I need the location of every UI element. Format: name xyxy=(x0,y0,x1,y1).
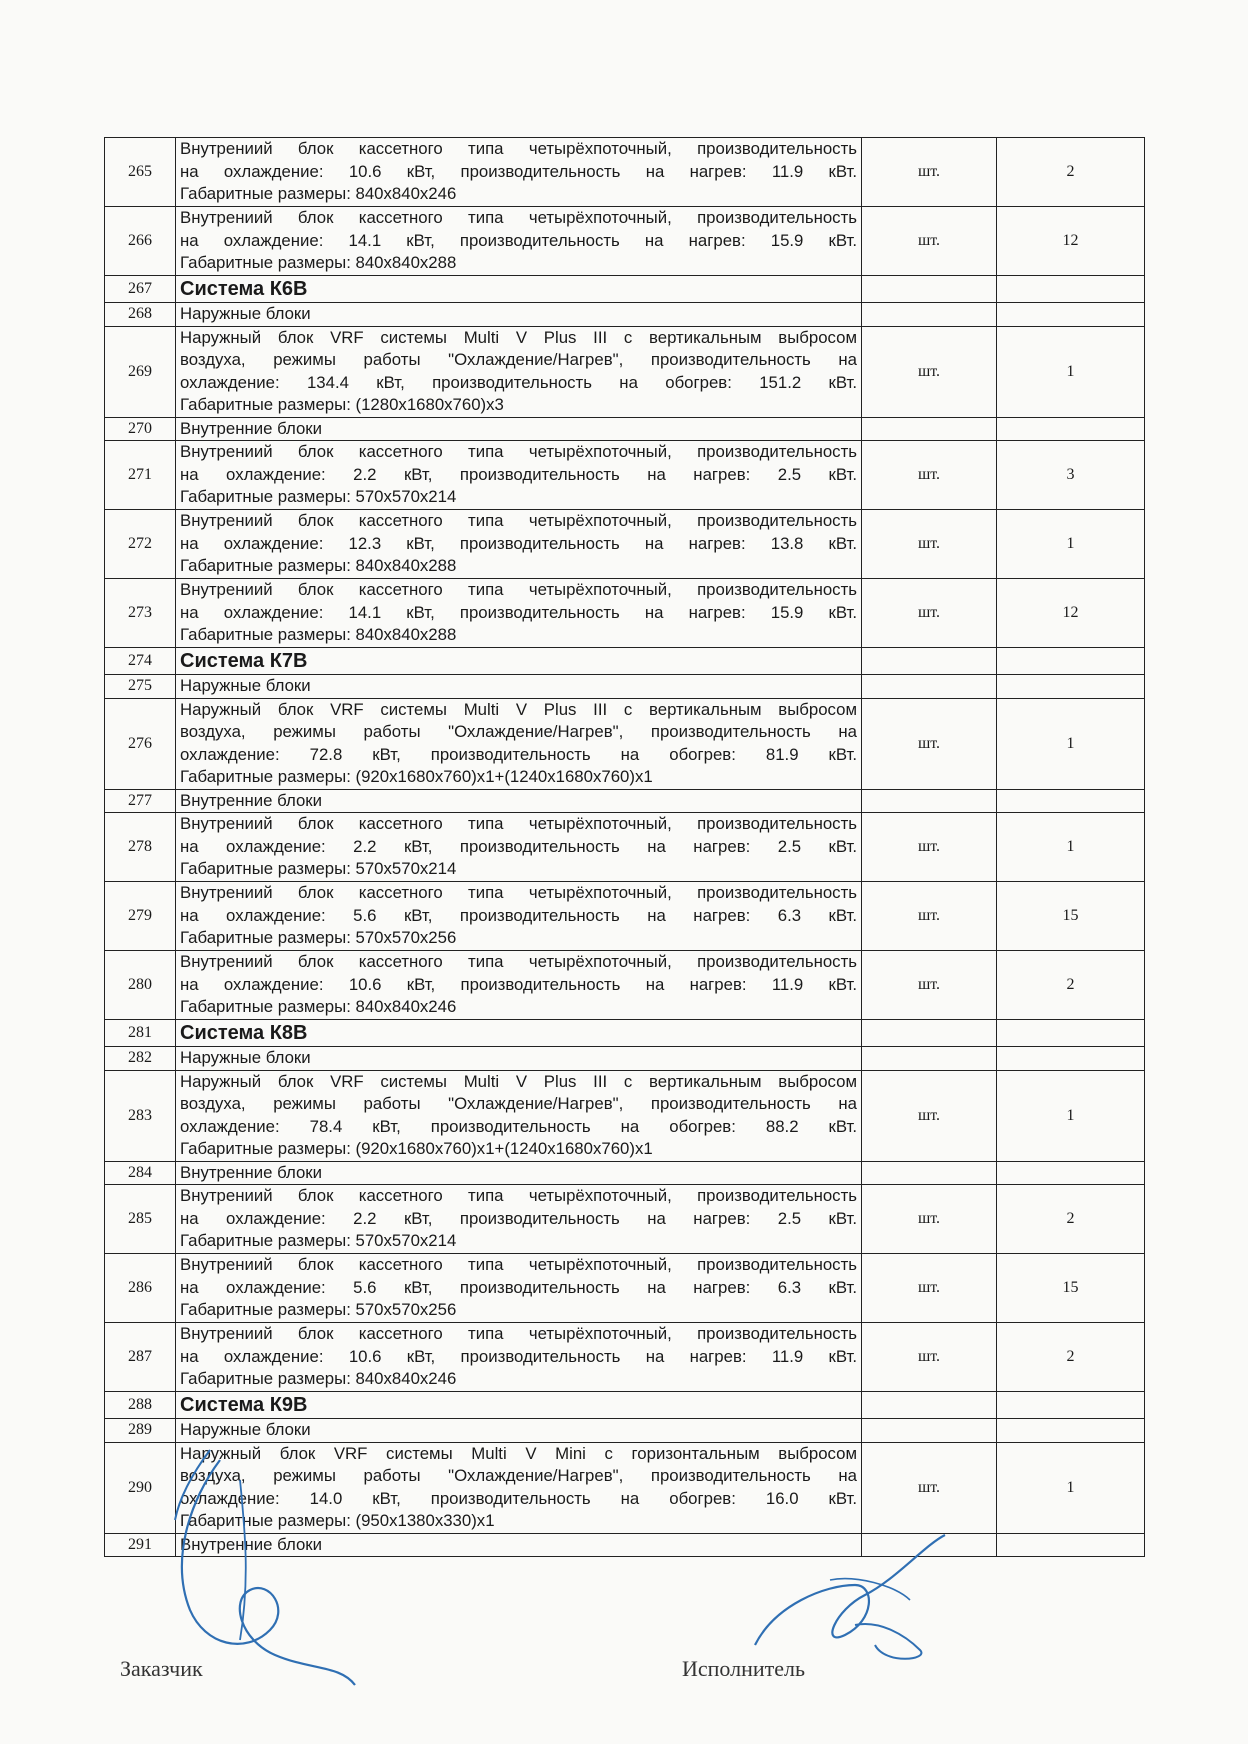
row-number: 272 xyxy=(105,510,176,579)
item-description xyxy=(176,510,862,579)
description-line: Наружный блок VRF системы Multi V Mini с горизонтальным выбросом xyxy=(180,1443,857,1463)
table-row xyxy=(105,510,1145,579)
quantity-cell xyxy=(997,1533,1145,1557)
unit-cell: шт. xyxy=(862,882,997,951)
description-line: Наружные блоки xyxy=(180,676,311,695)
item-description xyxy=(176,326,862,417)
description-line: Внутрениий блок кассетного типа четырёхпоточный, производительность xyxy=(180,139,857,159)
unit-cell: шт. xyxy=(862,326,997,417)
quantity-cell: 15 xyxy=(997,882,1145,951)
table-row xyxy=(105,207,1145,276)
group-heading xyxy=(176,675,862,699)
description-line: Наружный блок VRF системы Multi V Plus III с вертикальным выбросом xyxy=(180,327,857,347)
description-line: на охлаждение: 5.6 кВт, производительность на нагрев: 6.3 кВт. xyxy=(180,905,857,925)
table-row xyxy=(105,1161,1145,1185)
unit-cell: шт. xyxy=(862,441,997,510)
description-line: Габаритные размеры: 840x840x246 xyxy=(180,184,457,204)
description-line: на охлаждение: 2.2 кВт, производительность на нагрев: 2.5 кВт. xyxy=(180,464,857,484)
table-row xyxy=(105,441,1145,510)
quantity-cell xyxy=(997,1047,1145,1071)
unit-cell xyxy=(862,417,997,441)
table-row xyxy=(105,1254,1145,1323)
table-row xyxy=(105,1323,1145,1392)
quantity-cell: 12 xyxy=(997,207,1145,276)
unit-cell: шт. xyxy=(862,1442,997,1533)
description-line: Система К6В xyxy=(180,277,308,300)
description-line: Внутрениий блок кассетного типа четырёхпоточный, производительность xyxy=(180,511,857,531)
description-line: на охлаждение: 12.3 кВт, производительность на нагрев: 13.8 кВт. xyxy=(180,533,857,553)
description-line: Внутренние блоки xyxy=(180,1534,322,1554)
row-number: 273 xyxy=(105,579,176,648)
description-line: Система К8В xyxy=(180,1021,308,1044)
description-line: Габаритные размеры: 840x840x288 xyxy=(180,556,457,576)
table-row xyxy=(105,1533,1145,1557)
description-line: Внутренние блоки xyxy=(180,418,322,438)
table-row xyxy=(105,675,1145,699)
quantity-cell xyxy=(997,648,1145,675)
table-row xyxy=(105,417,1145,441)
table-row xyxy=(105,1070,1145,1161)
quantity-cell: 2 xyxy=(997,951,1145,1020)
description-line: охлаждение: 72.8 кВт, производительность на обогрев: 81.9 кВт. xyxy=(180,744,857,764)
quantity-cell: 1 xyxy=(997,510,1145,579)
description-line: Наружные блоки xyxy=(180,304,311,323)
unit-cell xyxy=(862,675,997,699)
description-line: Габаритные размеры: (920x1680x760)x1+(1240x1680x760)x1 xyxy=(180,767,653,786)
description-line: Габаритные размеры: 840x840x246 xyxy=(180,997,457,1017)
quantity-cell xyxy=(997,1392,1145,1419)
unit-cell xyxy=(862,1020,997,1047)
item-description xyxy=(176,951,862,1020)
description-line: Внутрениий блок кассетного типа четырёхпоточный, производительность xyxy=(180,580,857,600)
quantity-cell xyxy=(997,1161,1145,1185)
description-line: Габаритные размеры: 840x840x288 xyxy=(180,253,457,273)
description-line: Внутрениий блок кассетного типа четырёхпоточный, производительность xyxy=(180,1255,857,1275)
quantity-cell: 3 xyxy=(997,441,1145,510)
table-row xyxy=(105,1392,1145,1419)
table-row xyxy=(105,1047,1145,1071)
description-line: на охлаждение: 14.1 кВт, производительность на нагрев: 15.9 кВт. xyxy=(180,602,857,622)
description-line: Габаритные размеры: 570x570x214 xyxy=(180,1231,457,1251)
item-description xyxy=(176,698,862,789)
item-description xyxy=(176,813,862,882)
description-line: Наружные блоки xyxy=(180,1048,311,1067)
quantity-cell xyxy=(997,1020,1145,1047)
description-line: Внутренние блоки xyxy=(180,790,322,810)
description-line: воздуха, режимы работы "Охлаждение/Нагрев", производительность на xyxy=(180,722,857,741)
table-row xyxy=(105,138,1145,207)
description-line: на охлаждение: 10.6 кВт, производительность на нагрев: 11.9 кВт. xyxy=(180,974,857,994)
row-number: 285 xyxy=(105,1185,176,1254)
description-line: Габаритные размеры: 840x840x288 xyxy=(180,625,457,645)
group-heading xyxy=(176,789,862,813)
system-heading xyxy=(176,648,862,675)
specification-table xyxy=(104,137,1145,1557)
item-description xyxy=(176,441,862,510)
item-description xyxy=(176,207,862,276)
unit-cell: шт. xyxy=(862,1070,997,1161)
row-number: 270 xyxy=(105,417,176,441)
row-number: 271 xyxy=(105,441,176,510)
description-line: на охлаждение: 2.2 кВт, производительность на нагрев: 2.5 кВт. xyxy=(180,836,857,856)
quantity-cell: 15 xyxy=(997,1254,1145,1323)
quantity-cell xyxy=(997,417,1145,441)
description-line: Внутрениий блок кассетного типа четырёхпоточный, производительность xyxy=(180,1324,857,1344)
unit-cell: шт. xyxy=(862,138,997,207)
row-number: 265 xyxy=(105,138,176,207)
system-heading xyxy=(176,1020,862,1047)
description-line: на охлаждение: 10.6 кВт, производительность на нагрев: 11.9 кВт. xyxy=(180,161,857,181)
group-heading xyxy=(176,1161,862,1185)
row-number: 289 xyxy=(105,1419,176,1443)
description-line: Система К7В xyxy=(180,649,308,672)
item-description xyxy=(176,138,862,207)
description-line: на охлаждение: 14.1 кВт, производительность на нагрев: 15.9 кВт. xyxy=(180,230,857,250)
description-line: Габаритные размеры: (950x1380x330)x1 xyxy=(180,1511,495,1530)
specification-body xyxy=(105,138,1145,1557)
table-row xyxy=(105,1020,1145,1047)
description-line: охлаждение: 78.4 кВт, производительность на обогрев: 88.2 кВт. xyxy=(180,1116,857,1136)
row-number: 274 xyxy=(105,648,176,675)
description-line: охлаждение: 14.0 кВт, производительность на обогрев: 16.0 кВт. xyxy=(180,1488,857,1508)
description-line: Система К9В xyxy=(180,1393,308,1416)
quantity-cell: 1 xyxy=(997,1070,1145,1161)
table-row xyxy=(105,326,1145,417)
description-line: Габаритные размеры: 570x570x256 xyxy=(180,1300,457,1320)
unit-cell xyxy=(862,1392,997,1419)
unit-cell: шт. xyxy=(862,698,997,789)
unit-cell xyxy=(862,789,997,813)
row-number: 283 xyxy=(105,1070,176,1161)
quantity-cell xyxy=(997,789,1145,813)
unit-cell xyxy=(862,303,997,327)
quantity-cell xyxy=(997,1419,1145,1443)
description-line: Габаритные размеры: 570x570x256 xyxy=(180,928,457,948)
item-description xyxy=(176,1070,862,1161)
table-row xyxy=(105,1442,1145,1533)
description-line: Внутрениий блок кассетного типа четырёхпоточный, производительность xyxy=(180,883,857,903)
row-number: 280 xyxy=(105,951,176,1020)
row-number: 266 xyxy=(105,207,176,276)
row-number: 268 xyxy=(105,303,176,327)
row-number: 278 xyxy=(105,813,176,882)
row-number: 288 xyxy=(105,1392,176,1419)
table-row xyxy=(105,648,1145,675)
row-number: 279 xyxy=(105,882,176,951)
quantity-cell: 2 xyxy=(997,138,1145,207)
unit-cell: шт. xyxy=(862,207,997,276)
unit-cell: шт. xyxy=(862,1323,997,1392)
group-heading xyxy=(176,417,862,441)
unit-cell xyxy=(862,1419,997,1443)
description-line: охлаждение: 134.4 кВт, производительность на обогрев: 151.2 кВт. xyxy=(180,372,857,392)
system-heading xyxy=(176,276,862,303)
unit-cell xyxy=(862,276,997,303)
unit-cell: шт. xyxy=(862,951,997,1020)
quantity-cell xyxy=(997,276,1145,303)
description-line: Габаритные размеры: 570x570x214 xyxy=(180,859,457,879)
item-description xyxy=(176,1254,862,1323)
description-line: Габаритные размеры: 570x570x214 xyxy=(180,487,457,507)
row-number: 287 xyxy=(105,1323,176,1392)
item-description xyxy=(176,1323,862,1392)
description-line: Габаритные размеры: (920x1680x760)x1+(1240x1680x760)x1 xyxy=(180,1139,653,1158)
row-number: 291 xyxy=(105,1533,176,1557)
group-heading xyxy=(176,1419,862,1443)
quantity-cell: 2 xyxy=(997,1323,1145,1392)
item-description xyxy=(176,1442,862,1533)
description-line: Внутрениий блок кассетного типа четырёхпоточный, производительность xyxy=(180,814,857,834)
table-row xyxy=(105,882,1145,951)
quantity-cell: 2 xyxy=(997,1185,1145,1254)
description-line: воздуха, режимы работы "Охлаждение/Нагрев", производительность на xyxy=(180,350,857,369)
unit-cell: шт. xyxy=(862,813,997,882)
description-line: Внутренние блоки xyxy=(180,1162,322,1182)
unit-cell xyxy=(862,1161,997,1185)
table-row xyxy=(105,276,1145,303)
customer-label: Заказчик xyxy=(120,1656,203,1681)
quantity-cell: 1 xyxy=(997,813,1145,882)
row-number: 269 xyxy=(105,326,176,417)
item-description xyxy=(176,1185,862,1254)
table-row xyxy=(105,1419,1145,1443)
row-number: 282 xyxy=(105,1047,176,1071)
unit-cell: шт. xyxy=(862,579,997,648)
row-number: 290 xyxy=(105,1442,176,1533)
description-line: Габаритные размеры: 840x840x246 xyxy=(180,1369,457,1389)
item-description xyxy=(176,882,862,951)
row-number: 284 xyxy=(105,1161,176,1185)
description-line: Габаритные размеры: (1280x1680x760)x3 xyxy=(180,395,504,414)
contractor-label: Исполнитель xyxy=(682,1656,806,1681)
table-row xyxy=(105,303,1145,327)
quantity-cell: 12 xyxy=(997,579,1145,648)
description-line: на охлаждение: 10.6 кВт, производительность на нагрев: 11.9 кВт. xyxy=(180,1346,857,1366)
description-line: на охлаждение: 5.6 кВт, производительность на нагрев: 6.3 кВт. xyxy=(180,1277,857,1297)
group-heading xyxy=(176,1533,862,1557)
row-number: 267 xyxy=(105,276,176,303)
row-number: 277 xyxy=(105,789,176,813)
unit-cell xyxy=(862,1047,997,1071)
description-line: Наружный блок VRF системы Multi V Plus III с вертикальным выбросом xyxy=(180,699,857,719)
unit-cell xyxy=(862,648,997,675)
table-row xyxy=(105,1185,1145,1254)
row-number: 286 xyxy=(105,1254,176,1323)
unit-cell: шт. xyxy=(862,1254,997,1323)
table-row xyxy=(105,813,1145,882)
table-row xyxy=(105,789,1145,813)
row-number: 275 xyxy=(105,675,176,699)
item-description xyxy=(176,579,862,648)
description-line: Наружный блок VRF системы Multi V Plus III с вертикальным выбросом xyxy=(180,1071,857,1091)
description-line: Внутрениий блок кассетного типа четырёхпоточный, производительность xyxy=(180,952,857,972)
quantity-cell: 1 xyxy=(997,698,1145,789)
table-row xyxy=(105,951,1145,1020)
group-heading xyxy=(176,1047,862,1071)
description-line: воздуха, режимы работы "Охлаждение/Нагрев", производительность на xyxy=(180,1094,857,1113)
unit-cell xyxy=(862,1533,997,1557)
description-line: Внутрениий блок кассетного типа четырёхпоточный, производительность xyxy=(180,208,857,228)
description-line: воздуха, режимы работы "Охлаждение/Нагрев", производительность на xyxy=(180,1466,857,1485)
quantity-cell: 1 xyxy=(997,326,1145,417)
row-number: 281 xyxy=(105,1020,176,1047)
quantity-cell xyxy=(997,675,1145,699)
quantity-cell: 1 xyxy=(997,1442,1145,1533)
group-heading xyxy=(176,303,862,327)
system-heading xyxy=(176,1392,862,1419)
table-row xyxy=(105,579,1145,648)
description-line: на охлаждение: 2.2 кВт, производительность на нагрев: 2.5 кВт. xyxy=(180,1208,857,1228)
description-line: Внутрениий блок кассетного типа четырёхпоточный, производительность xyxy=(180,1186,857,1206)
description-line: Внутрениий блок кассетного типа четырёхпоточный, производительность xyxy=(180,442,857,462)
unit-cell: шт. xyxy=(862,510,997,579)
row-number: 276 xyxy=(105,698,176,789)
description-line: Наружные блоки xyxy=(180,1420,311,1439)
quantity-cell xyxy=(997,303,1145,327)
unit-cell: шт. xyxy=(862,1185,997,1254)
table-row xyxy=(105,698,1145,789)
